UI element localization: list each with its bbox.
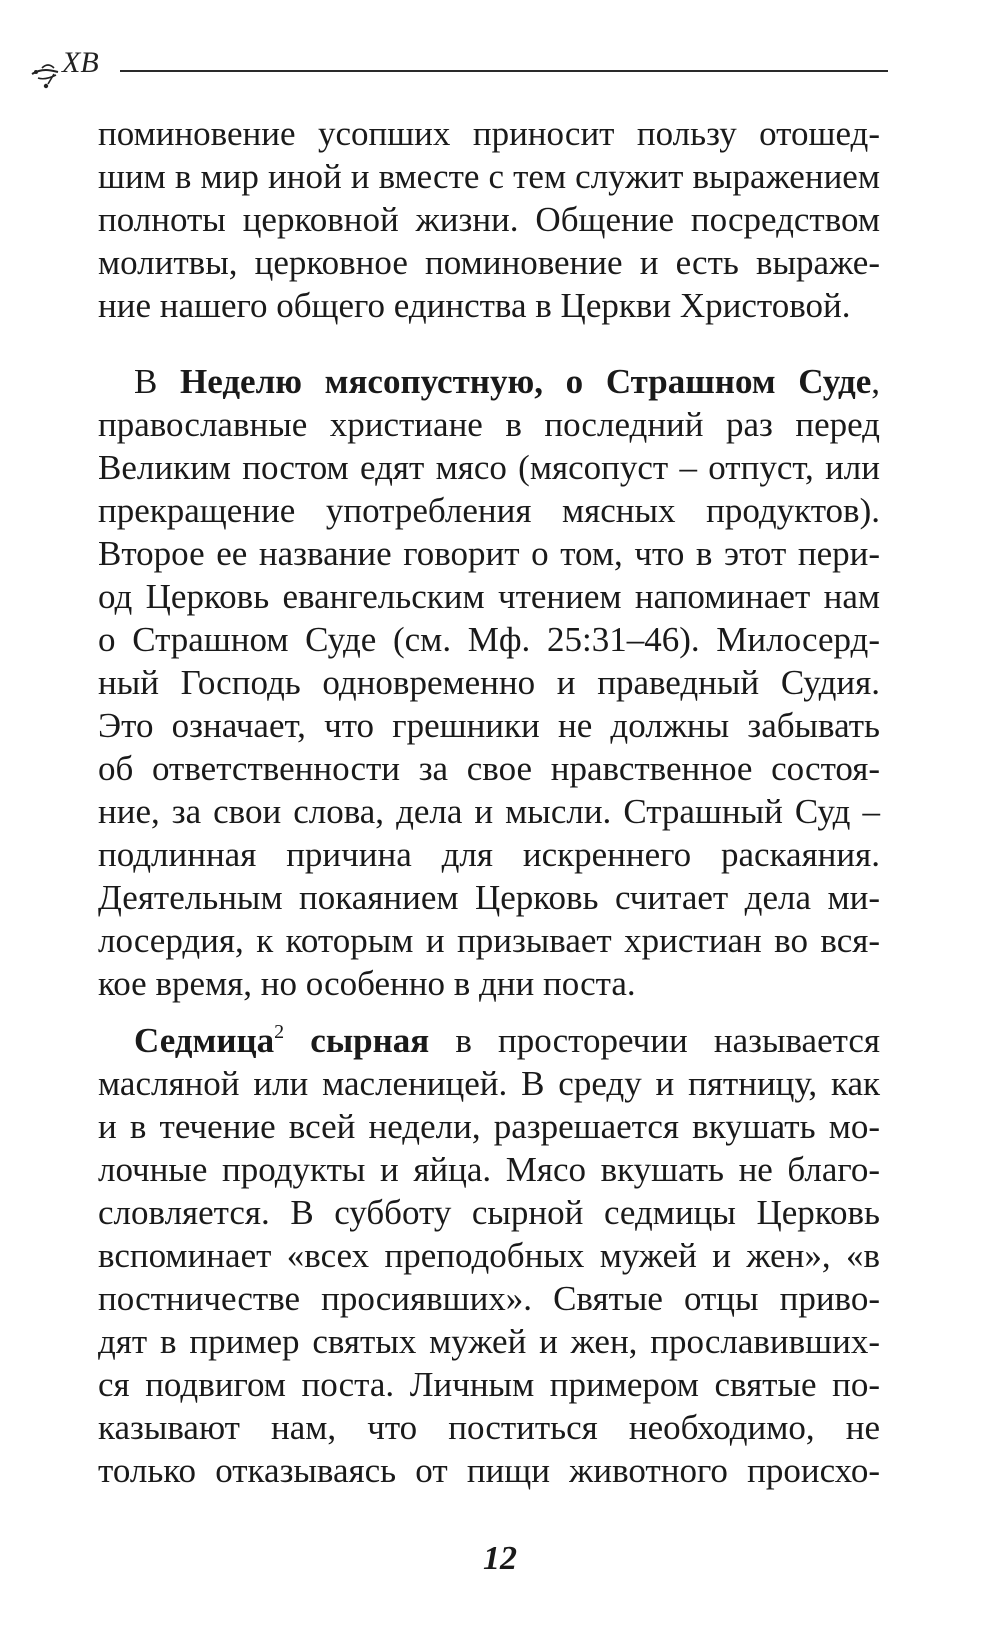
paragraph-line: лочные продукты и яйца. Мясо вкушать не благо-: [98, 1150, 880, 1189]
paragraph-line: полноты церковной жизни. Общение посредством: [98, 200, 880, 239]
term-bold: Неделю мясопустную, о Страшном Суде: [180, 362, 872, 401]
paragraph-line: прекращение употребления мясных продуктов).: [98, 491, 880, 530]
paragraph-line: вспоминает «всех преподобных мужей и жен», «в: [98, 1236, 880, 1275]
paragraph-line: поминовение усопших приносит пользу отошед-: [98, 114, 880, 153]
paragraph-line: об ответственности за свое нравственное состоя-: [98, 749, 880, 788]
paragraph-line: кое время, но особенно в дни поста.: [98, 964, 636, 1003]
paragraph-line: ние нашего общего единства в Церкви Христовой.: [98, 286, 851, 325]
text-suffix: в просторечии называется: [429, 1021, 880, 1060]
paragraph-first-line: [98, 1019, 880, 1062]
paragraph-2: [98, 360, 880, 1005]
text-prefix: В: [134, 362, 181, 401]
page-number: 12: [483, 1540, 517, 1577]
paragraph-line: православные христиане в последний раз перед: [98, 405, 880, 444]
monogram-text: ХВ: [62, 46, 99, 79]
paragraph-line: ние, за свои слова, дела и мысли. Страшный Суд –: [98, 792, 880, 831]
paragraph-line: подлинная причина для искреннего раскаяния.: [98, 835, 880, 874]
paragraph-1: [98, 112, 880, 327]
paragraph-line: дят в пример святых мужей и жен, прославивших-: [98, 1322, 880, 1361]
paragraph-line: Это означает, что грешники не должны забывать: [98, 706, 880, 745]
header-rule: [120, 70, 888, 72]
paragraph-line: словляется. В субботу сырной седмицы Церковь: [98, 1193, 880, 1232]
paragraph-line: лосердия, к которым и призывает христиан во вся-: [98, 921, 880, 960]
text-suffix: ,: [871, 362, 880, 401]
paragraph-line: и в течение всей недели, разрешается вкушать мо-: [98, 1107, 880, 1146]
paragraph-line: о Страшном Суде (см. Мф. 25:31–46). Милосерд-: [98, 620, 880, 659]
monogram-ornament-icon: [28, 28, 128, 98]
paragraph-line: постничестве просиявших». Святые отцы приво-: [98, 1279, 880, 1318]
paragraph-line: масляной или масленицей. В среду и пятницу, как: [98, 1064, 880, 1103]
term-bold: сырная: [284, 1021, 430, 1060]
page-header: [28, 28, 888, 98]
paragraph-3: [98, 1019, 880, 1492]
footnote-mark[interactable]: 2: [274, 1021, 285, 1043]
paragraph-first-line: [98, 360, 880, 403]
term-bold: Седмица: [134, 1021, 275, 1060]
paragraph-line: Второе ее название говорит о том, что в этот пери-: [98, 534, 880, 573]
paragraph-line: ный Господь одновременно и праведный Судия.: [98, 663, 880, 702]
paragraph-line: Великим постом едят мясо (мясопуст – отпуст, или: [98, 448, 880, 487]
paragraph-line: молитвы, церковное поминовение и есть выраже-: [98, 243, 880, 282]
paragraph-line: ся подвигом поста. Личным примером святые по-: [98, 1365, 880, 1404]
paragraph-line: шим в мир иной и вместе с тем служит выражением: [98, 157, 880, 196]
paragraph-line: Деятельным покаянием Церковь считает дела ми-: [98, 878, 880, 917]
paragraph-line: казывают нам, что поститься необходимо, не: [98, 1408, 880, 1447]
paragraph-line: только отказываясь от пищи животного происхо-: [98, 1451, 880, 1490]
paragraph-line: од Церковь евангельским чтением напоминает нам: [98, 577, 880, 616]
